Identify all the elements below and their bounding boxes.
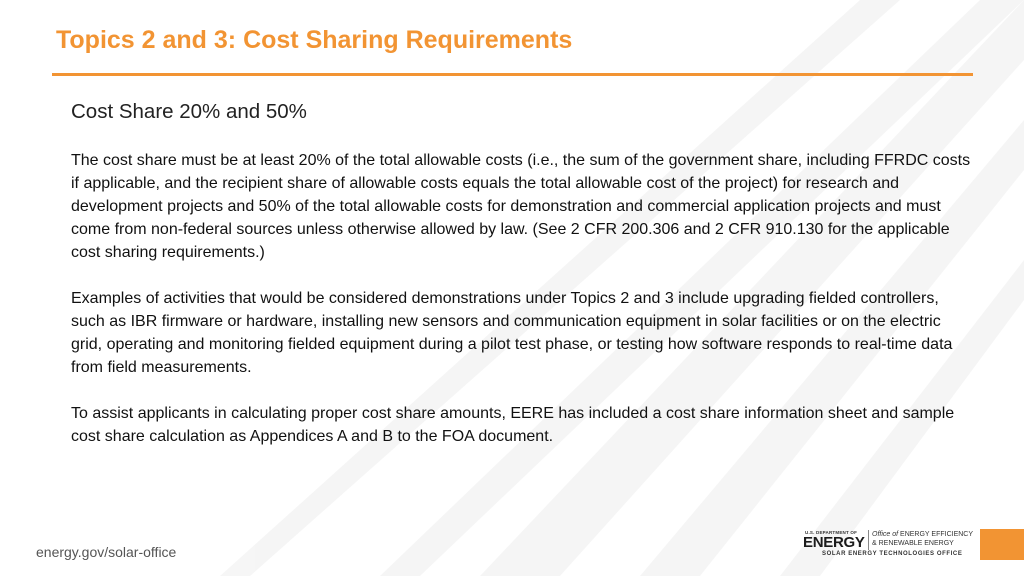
- logo-seto-text: SOLAR ENERGY TECHNOLOGIES OFFICE: [822, 551, 963, 557]
- doe-eere-logo: [802, 529, 982, 563]
- paragraph-cost-share: The cost share must be at least 20% of the total allowable costs (i.e., the sum of the government share, including FFRDC costs if applicable, and the recipient share of allowable costs equals the total allowable cost of the project) for research and development projects and 50% of the total allowable costs for demonstration and commercial application projects and must come from non-federal sources unless otherwise allowed by law. (See 2 CFR 200.306 and 2 CFR 910.130 for the applicable cost sharing requirements.): [71, 152, 971, 261]
- subheading: Cost Share 20% and 50%: [71, 100, 307, 123]
- logo-office-line1: ENERGY EFFICIENCY: [900, 531, 974, 538]
- paragraph-demonstrations: Examples of activities that would be considered demonstrations under Topics 2 and 3 include upgrading fielded controllers, such as IBR firmware or hardware, installing new sensors and communication equipment in solar facilities or on the electric grid, operating and monitoring fielded equipment during a pilot test phase, or testing how software responds to real-time data from field measurements.: [71, 290, 953, 376]
- paragraph-appendices: To assist applicants in calculating proper cost share amounts, EERE has included a cost share information sheet and sample cost share calculation as Appendices A and B to the FOA document.: [71, 405, 955, 445]
- logo-energy-text: ENERGY: [803, 534, 865, 551]
- logo-office-prefix: Office of: [872, 531, 899, 538]
- logo-office-line2: & RENEWABLE ENERGY: [872, 539, 954, 547]
- slide-body: [71, 100, 971, 471]
- footer-url: energy.gov/solar-office: [36, 544, 177, 560]
- title-divider: [52, 73, 973, 76]
- logo-divider: [868, 530, 869, 550]
- energy-logo-mark: [802, 529, 866, 553]
- slide-title: Topics 2 and 3: Cost Sharing Requirements: [56, 26, 573, 54]
- corner-accent: [980, 529, 1024, 560]
- logo-dept-text: U.S. DEPARTMENT OF: [805, 530, 858, 535]
- logo-office-text: [872, 531, 973, 548]
